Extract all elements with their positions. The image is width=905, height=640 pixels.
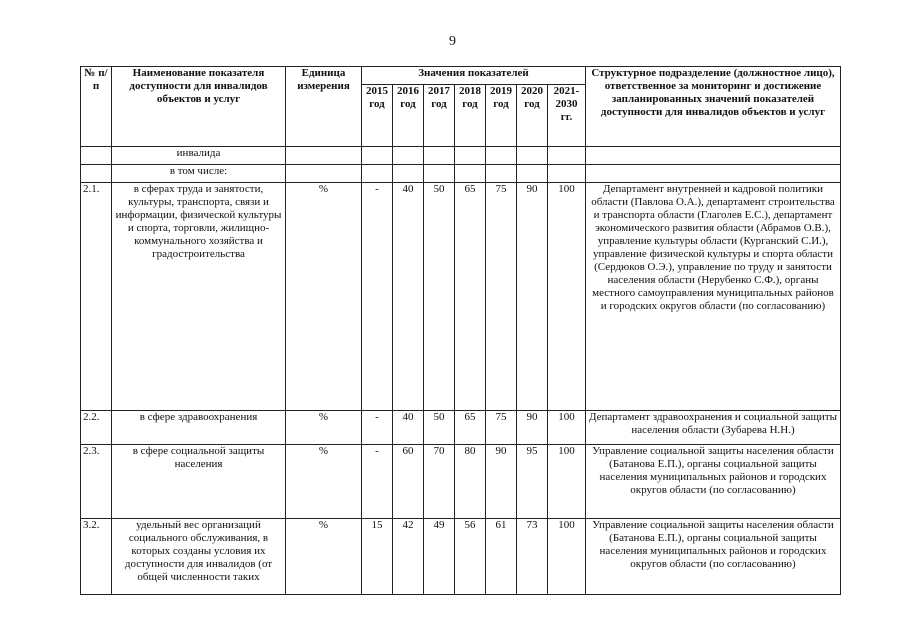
table-row (81, 147, 841, 165)
row-value: 75 (486, 183, 517, 411)
row-name: удельный вес организаций социального обслуживания, в которых созданы условия их доступности для инвалидов (от общей численности таких (112, 519, 286, 595)
row-value: - (362, 411, 393, 445)
row-value (486, 147, 517, 165)
row-num: 2.2. (81, 411, 112, 445)
table-row (81, 411, 841, 445)
row-value (455, 147, 486, 165)
row-unit (286, 165, 362, 183)
row-unit: % (286, 519, 362, 595)
row-name: в сфере социальной защиты населения (112, 445, 286, 519)
row-value (517, 165, 548, 183)
row-responsible (586, 165, 841, 183)
row-value: 50 (424, 183, 455, 411)
page-number: 9 (449, 34, 456, 49)
row-value (362, 165, 393, 183)
row-value (424, 165, 455, 183)
row-value: 80 (455, 445, 486, 519)
row-responsible: Департамент внутренней и кадровой политики области (Павлова О.А.), департамент строительства и транспорта области (Глаголев Е.С.), департамент экономического развития области (Абрамов О.В.), управление культуры области (Курганский С.И.), управление физической культуры и спорта области (Сердюков О.Э.), управление по труду и занятости населения области (Нерубенко С.Ф.), органы местного самоуправления муниципальных районов и городских округов области (по согласованию) (586, 183, 841, 411)
row-name: в сферах труда и занятости, культуры, транспорта, связи и информации, физической культуры и спорта, торговли, жилищно-коммунального хозяйства и градостроительства (112, 183, 286, 411)
header-name: Наименование показателя доступности для инвалидов объектов и услуг (112, 67, 286, 147)
row-value: 40 (393, 183, 424, 411)
row-value (486, 165, 517, 183)
row-unit: % (286, 445, 362, 519)
header-responsible: Структурное подразделение (должностное лицо), ответственное за мониторинг и достижение запланированных значений показателей доступности для инвалидов объектов и услуг (586, 67, 841, 147)
header-year: 2017 год (424, 85, 455, 147)
row-value: 100 (548, 519, 586, 595)
row-value: 60 (393, 445, 424, 519)
header-num: № п/п (81, 67, 112, 147)
row-value (455, 165, 486, 183)
header-year: 2019 год (486, 85, 517, 147)
row-unit (286, 147, 362, 165)
row-value: 65 (455, 183, 486, 411)
row-value: 100 (548, 445, 586, 519)
row-value: 100 (548, 183, 586, 411)
row-value: 95 (517, 445, 548, 519)
table-row (81, 183, 841, 411)
row-value (517, 147, 548, 165)
row-num (81, 165, 112, 183)
row-value (393, 165, 424, 183)
row-unit: % (286, 411, 362, 445)
row-value: 70 (424, 445, 455, 519)
row-responsible: Управление социальной защиты населения области (Батанова Е.П.), органы социальной защиты населения муниципальных районов и городских округов области (по согласованию) (586, 445, 841, 519)
header-year: 2015 год (362, 85, 393, 147)
table-row (81, 519, 841, 595)
row-responsible: Департамент здравоохранения и социальной защиты населения области (Зубарева Н.Н.) (586, 411, 841, 445)
row-num: 2.3. (81, 445, 112, 519)
row-value: 61 (486, 519, 517, 595)
row-value (548, 147, 586, 165)
header-values-group: Значения показателей (362, 67, 586, 85)
row-value: 75 (486, 411, 517, 445)
row-value (424, 147, 455, 165)
row-value: - (362, 445, 393, 519)
row-value: 40 (393, 411, 424, 445)
indicators-table (80, 66, 841, 595)
row-value: 100 (548, 411, 586, 445)
row-name: в том числе: (112, 165, 286, 183)
row-unit: % (286, 183, 362, 411)
header-year: 2016 год (393, 85, 424, 147)
row-value: 15 (362, 519, 393, 595)
row-num (81, 147, 112, 165)
table-row (81, 445, 841, 519)
row-value: 90 (486, 445, 517, 519)
header-unit: Единица измерения (286, 67, 362, 147)
row-value (393, 147, 424, 165)
row-responsible (586, 147, 841, 165)
header-year: 2018 год (455, 85, 486, 147)
header-year: 2020 год (517, 85, 548, 147)
table-row (81, 165, 841, 183)
row-num: 2.1. (81, 183, 112, 411)
row-responsible: Управление социальной защиты населения области (Батанова Е.П.), органы социальной защиты населения муниципальных районов и городских округов области (по согласованию) (586, 519, 841, 595)
row-value: 90 (517, 411, 548, 445)
row-value: 50 (424, 411, 455, 445)
row-num: 3.2. (81, 519, 112, 595)
row-value: 73 (517, 519, 548, 595)
row-value: 42 (393, 519, 424, 595)
row-value (548, 165, 586, 183)
row-value: 49 (424, 519, 455, 595)
row-value (362, 147, 393, 165)
row-name: инвалида (112, 147, 286, 165)
row-value: 56 (455, 519, 486, 595)
row-value: 90 (517, 183, 548, 411)
row-value: - (362, 183, 393, 411)
row-name: в сфере здравоохранения (112, 411, 286, 445)
row-value: 65 (455, 411, 486, 445)
header-year: 2021-2030 гг. (548, 85, 586, 147)
